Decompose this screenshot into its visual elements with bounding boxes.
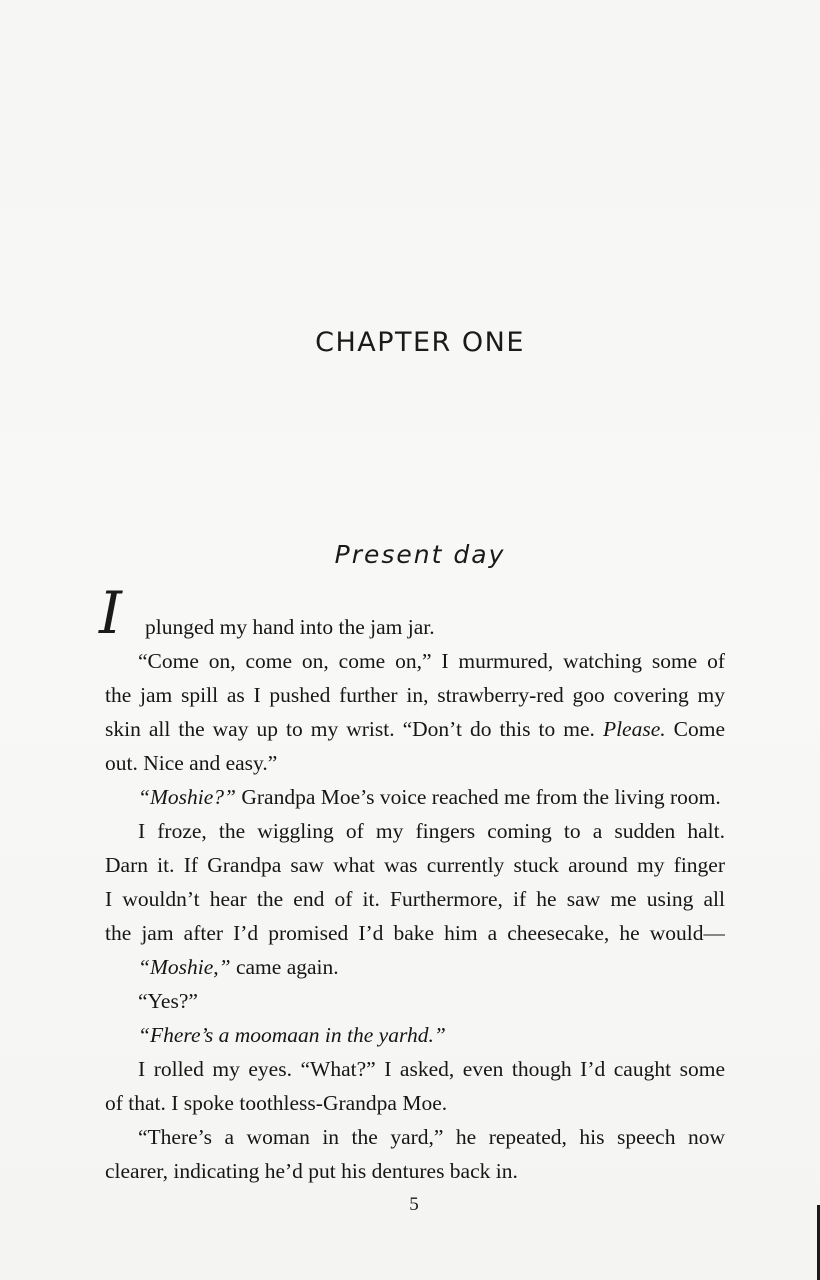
chapter-title: CHAPTER ONE — [315, 327, 525, 358]
paragraph-line: the jam spill as I pushed further in, strawberry-red goo covering my — [105, 683, 725, 707]
emphasis-text: “Moshie?” — [138, 785, 236, 809]
paragraph-line: the jam after I’d promised I’d bake him a cheesecake, he would— — [105, 921, 725, 945]
paragraph-line: of that. I spoke toothless-Grandpa Moe. — [105, 1091, 448, 1115]
paragraph-line — [105, 712, 725, 746]
paragraph-line — [105, 1018, 725, 1052]
paragraph-line — [105, 950, 725, 984]
paragraph-line: I wouldn’t hear the end of it. Furthermore, if he saw me using all — [105, 887, 725, 911]
paragraph-line: clearer, indicating he’d put his dentures back in. — [105, 1159, 518, 1183]
chapter-subtitle: Present day — [334, 540, 506, 569]
drop-cap: I — [99, 579, 122, 647]
page-number: 5 — [409, 1194, 419, 1215]
line-text: plunged my hand into the jam jar. — [145, 615, 435, 639]
line-text: Grandpa Moe’s voice reached me from the living room. — [235, 785, 721, 809]
paragraph-line — [99, 579, 725, 647]
paragraph-line: Darn it. If Grandpa saw what was currently stuck around my finger — [105, 853, 725, 877]
paragraph-line: I froze, the wiggling of my fingers coming to a sudden halt. — [138, 819, 725, 843]
paragraph-line: I rolled my eyes. “What?” I asked, even though I’d caught some — [138, 1057, 725, 1081]
line-text: Come — [665, 717, 725, 741]
paragraph-line: out. Nice and easy.” — [105, 751, 278, 775]
line-text: skin all the way up to my wrist. “Don’t do this to me. — [105, 717, 603, 741]
emphasis-text: “Moshie,” — [138, 955, 231, 979]
body-text — [99, 579, 725, 1188]
emphasis-text: Please. — [602, 717, 666, 741]
paragraph-line: “Yes?” — [138, 989, 198, 1013]
paragraph-line — [105, 780, 725, 814]
paragraph-line: “There’s a woman in the yard,” he repeated, his speech now — [138, 1125, 725, 1149]
paragraph-line: “Come on, come on, come on,” I murmured, watching some of — [138, 649, 725, 673]
emphasis-text: “Fhere’s a moomaan in the yarhd.” — [138, 1023, 446, 1047]
line-text: came again. — [230, 955, 339, 979]
